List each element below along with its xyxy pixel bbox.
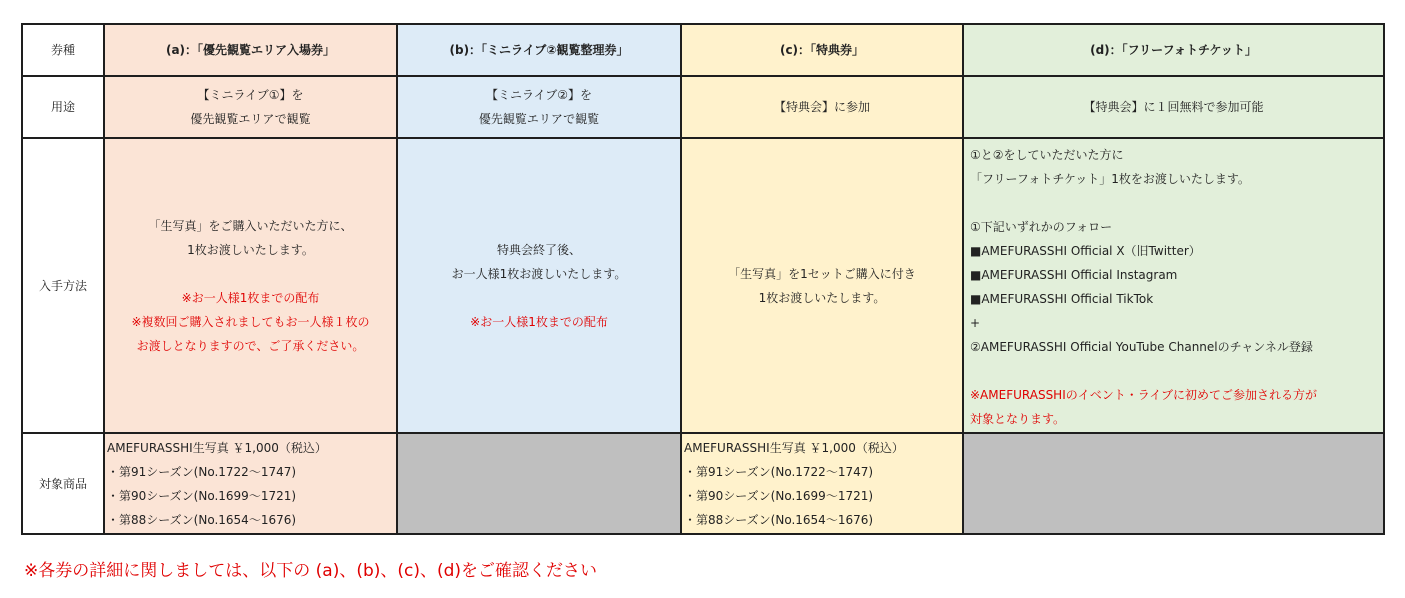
acq-a-note: ※お一人様1枚までの配布 [181, 290, 320, 305]
acq-d-follow-heading: ①下記いずれかのフォロー [970, 220, 1113, 234]
acquisition-a [104, 138, 397, 433]
usage-b [397, 76, 681, 138]
acq-b-note: ※お一人様1枚までの配布 [470, 314, 608, 329]
acquisition-label: 入手方法 [22, 138, 104, 433]
product-line: AMEFURASSHI生写真 ￥1,000（税込） [107, 440, 327, 455]
product-line: ・第90シーズン(No.1699～1721) [107, 488, 297, 503]
acq-d-follow-item: ■AMEFURASSHI Official Instagram [970, 268, 1178, 282]
ticket-table [21, 23, 1385, 535]
acq-c-text: 「生写真」を1セットご購入に付き [728, 266, 916, 281]
acq-b-text: お一人様1枚お渡しいたします。 [451, 266, 627, 281]
spacer [970, 191, 1383, 215]
usage-row [22, 76, 1384, 138]
acquisition-row [22, 138, 1384, 433]
usage-a [104, 76, 397, 138]
acq-d-plus: + [970, 316, 981, 330]
acq-a-note: ※複数回ご購入されましてもお一人様１枚の [131, 314, 370, 329]
products-row [22, 433, 1384, 534]
acquisition-b [397, 138, 681, 433]
header-row [22, 24, 1384, 76]
product-line: ・第90シーズン(No.1699～1721) [684, 488, 874, 503]
product-line: ・第88シーズン(No.1654～1676) [684, 512, 874, 527]
acq-a-text: 「生写真」をご購入いただいた方に、 [148, 218, 353, 233]
usage-label: 用途 [22, 76, 104, 138]
acq-d-second: ②AMEFURASSHI Official YouTube Channelのチャンネル登録 [970, 340, 1313, 354]
acquisition-c [681, 138, 963, 433]
acq-c-text: 1枚お渡しいたします。 [758, 290, 886, 305]
header-a: (a)：「優先観覧エリア入場券」 [104, 24, 397, 76]
footnote: ※各券の詳細に関しましては、以下の (a)、(b)、(c)、(d)をご確認ください [24, 561, 598, 581]
acq-d-note: 対象となります。 [970, 412, 1066, 426]
products-c [681, 433, 963, 534]
product-line: ・第91シーズン(No.1722～1747) [684, 464, 874, 479]
products-a [104, 433, 397, 534]
usage-b-line: 【ミニライブ②】を [485, 88, 593, 102]
header-d: (d)：「フリーフォトチケット」 [963, 24, 1384, 76]
acq-a-note: お渡しとなりますので、ご了承ください。 [136, 338, 365, 353]
products-label: 対象商品 [22, 433, 104, 534]
header-b: (b)：「ミニライブ②観覧整理券」 [397, 24, 681, 76]
acq-b-text: 特典会終了後、 [496, 242, 581, 257]
products-b-empty [397, 433, 681, 534]
header-ticket-type: 券種 [22, 24, 104, 76]
usage-c: 【特典会】に参加 [681, 76, 963, 138]
product-line: ・第91シーズン(No.1722～1747) [107, 464, 297, 479]
product-line: AMEFURASSHI生写真 ￥1,000（税込） [684, 440, 904, 455]
header-c: (c)：「特典券」 [681, 24, 963, 76]
usage-d: 【特典会】に１回無料で参加可能 [963, 76, 1384, 138]
usage-a-line: 優先観覧エリアで観覧 [190, 112, 311, 126]
usage-a-line: 【ミニライブ①】を [197, 88, 304, 102]
acq-d-follow-item: ■AMEFURASSHI Official TikTok [970, 292, 1154, 306]
spacer [970, 359, 1383, 383]
acq-d-follow-item: ■AMEFURASSHI Official X（旧Twitter） [970, 244, 1201, 258]
acq-d-intro: ①と②をしていただいた方に [970, 148, 1124, 162]
acquisition-d [963, 138, 1384, 433]
acq-d-intro: 「フリーフォトチケット」1枚をお渡しいたします。 [970, 172, 1250, 186]
product-line: ・第88シーズン(No.1654～1676) [107, 512, 297, 527]
usage-b-line: 優先観覧エリアで観覧 [478, 112, 600, 126]
products-d-empty [963, 433, 1384, 534]
acq-a-text: 1枚お渡しいたします。 [187, 242, 314, 257]
spacer [105, 262, 396, 286]
acq-d-note: ※AMEFURASSHIのイベント・ライブに初めてご参加される方が [970, 388, 1318, 402]
spacer [398, 286, 680, 310]
